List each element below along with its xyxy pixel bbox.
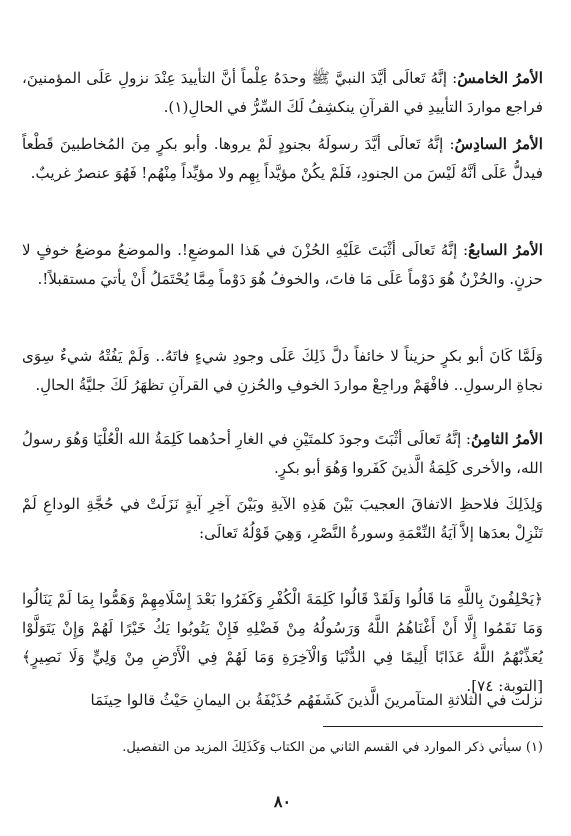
paragraph-heading: الأمرُ السابعُ (468, 241, 543, 259)
paragraph-text: وَلَمَّا كَانَ أبو بكرٍ حزيناً لا خائفاً دلَّ ذَلِكَ عَلَى وجودِ شيءٍ فاتَهُ.. وَلَمْ يَفُتْهُ شيءٌ سِوَى نجاةِ الرسولِ.. فافْهَمْ وراجِعْ مواردَ الخوفِ والحُزنِ في القرآنِ تظهَرُ لَكَ جليَّةُ الحالِ. (22, 347, 543, 394)
paragraph-agreement (22, 490, 543, 548)
paragraph-eighth-matter (22, 425, 543, 483)
paragraph-sixth-matter (22, 130, 543, 188)
paragraph-text: : إنَّهُ تَعالَى أثْبَتَ وجودَ كلمتَيْنِ في الغارِ أحدُهما كَلِمَةُ الله الْعُلْيَا وَهُوَ رسولُ الله، والأخرى كَلِمَةُ الَّذينَ كَفَروا وَهُوَ أبو بكرٍ. (22, 430, 543, 477)
paragraph-three-conspirators (22, 686, 543, 715)
paragraph-seventh-matter (22, 236, 543, 294)
paragraph-text: وَلِذَلِكَ فلاحظِ الاتفاقَ العجيبَ بَيْنَ هَذِهِ الآيةِ وبَيْنَ آخِرِ آيةٍ نَزَلَتْ في حُجَّةِ الوداعِ لَمْ تَنْزِلْ بعدَها إلاَّ آيَةُ النِّعْمَةِ وسورةُ النَّصْرِ، وَهِيَ قَوْلُهُ تَعالَى: (22, 495, 543, 542)
paragraph-heading: الأمرُ الثامِنُ (470, 430, 544, 448)
paragraph-heading: الأمرُ الخامسُ (457, 69, 544, 87)
paragraph-abu-bakr-grief (22, 342, 543, 400)
footnote: (١) سيأتي ذكر الموارد في القسم الثاني من الكتاب وَكَذَلِكَ المزيد من التفصيل. (122, 740, 543, 755)
quran-quote (22, 585, 543, 700)
paragraph-text: : إنَّهُ تَعالَى أيَّدَ رسولَهُ بجنودٍ لَمْ يروها. وأبو بكرٍ مِنَ المُخاطبينَ قَطْعاً فيدلُّ عَلَى أنَّهُ لَيْسَ من الجنودِ، فَلَمْ يكُنْ مؤيَّداً بِهِم ولا مؤيِّداً مِنْهُم! فَهُوَ عنصرٌ غريبٌ. (22, 135, 543, 182)
paragraph-text: : إنَّهُ تَعالَى أيَّدَ النبيَّ ﷺ وحدَهُ عِلْماً أنَّ التأييدَ عِنْدَ نزولِ عَلَى المؤمنينَ، فراجع مواردَ التأييدِ في القرآنِ ينكشِفُ لَكَ السِّرُّ في الحالِ(١). (22, 69, 543, 116)
paragraph-fifth-matter (22, 64, 543, 122)
page-number: ٨٠ (273, 792, 292, 811)
footnote-divider (323, 726, 543, 727)
paragraph-text: : إنَّهُ تَعالَى أثْبَتَ عَلَيْهِ الحُزْنَ في هَذا الموضعِ!. والموضعُ موضعُ خوفٍ لا حزنٍ. والحُزْنُ هُوَ دَوْماً عَلَى مَا فاتَ، والخوفُ هُوَ دَوْماً مِمَّا يُحْتَمَلُ أَنْ يأتيَ مستقبلاً!. (22, 241, 543, 288)
paragraph-text: نزلت في الثلاثةِ المتآمرينَ الَّذينَ كَشَفَهُم حُذَيْفَةُ بن اليمانِ حَيْثُ قالوا حِينَمَا (90, 691, 543, 709)
book-page (22, 40, 543, 820)
paragraph-heading: الأمرُ السادِسُ (454, 135, 543, 153)
quran-verse-text: ﴿يَحْلِفُونَ بِاللَّهِ مَا قَالُوا وَلَقَدْ قَالُوا كَلِمَةَ الْكُفْرِ وَكَفَرُوا بَعْدَ إِسْلَامِهِمْ وَهَمُّوا بِمَا لَمْ يَنَالُوا وَمَا نَقَمُوا إِلَّا أَنْ أَغْنَاهُمُ اللَّهُ وَرَسُولُهُ مِنْ فَضْلِهِ فَإِنْ يَتُوبُوا يَكُ خَيْرًا لَهُمْ وَإِنْ يَتَوَلَّوْا يُعَذِّبْهُمُ اللَّهُ عَذَابًا أَلِيمًا فِي الدُّنْيَا وَالْآخِرَةِ وَمَا لَهُمْ فِي الْأَرْضِ مِنْ وَلِيٍّ وَلَا نَصِيرٍ﴾ [التوبة: ٧٤]. (22, 590, 543, 695)
